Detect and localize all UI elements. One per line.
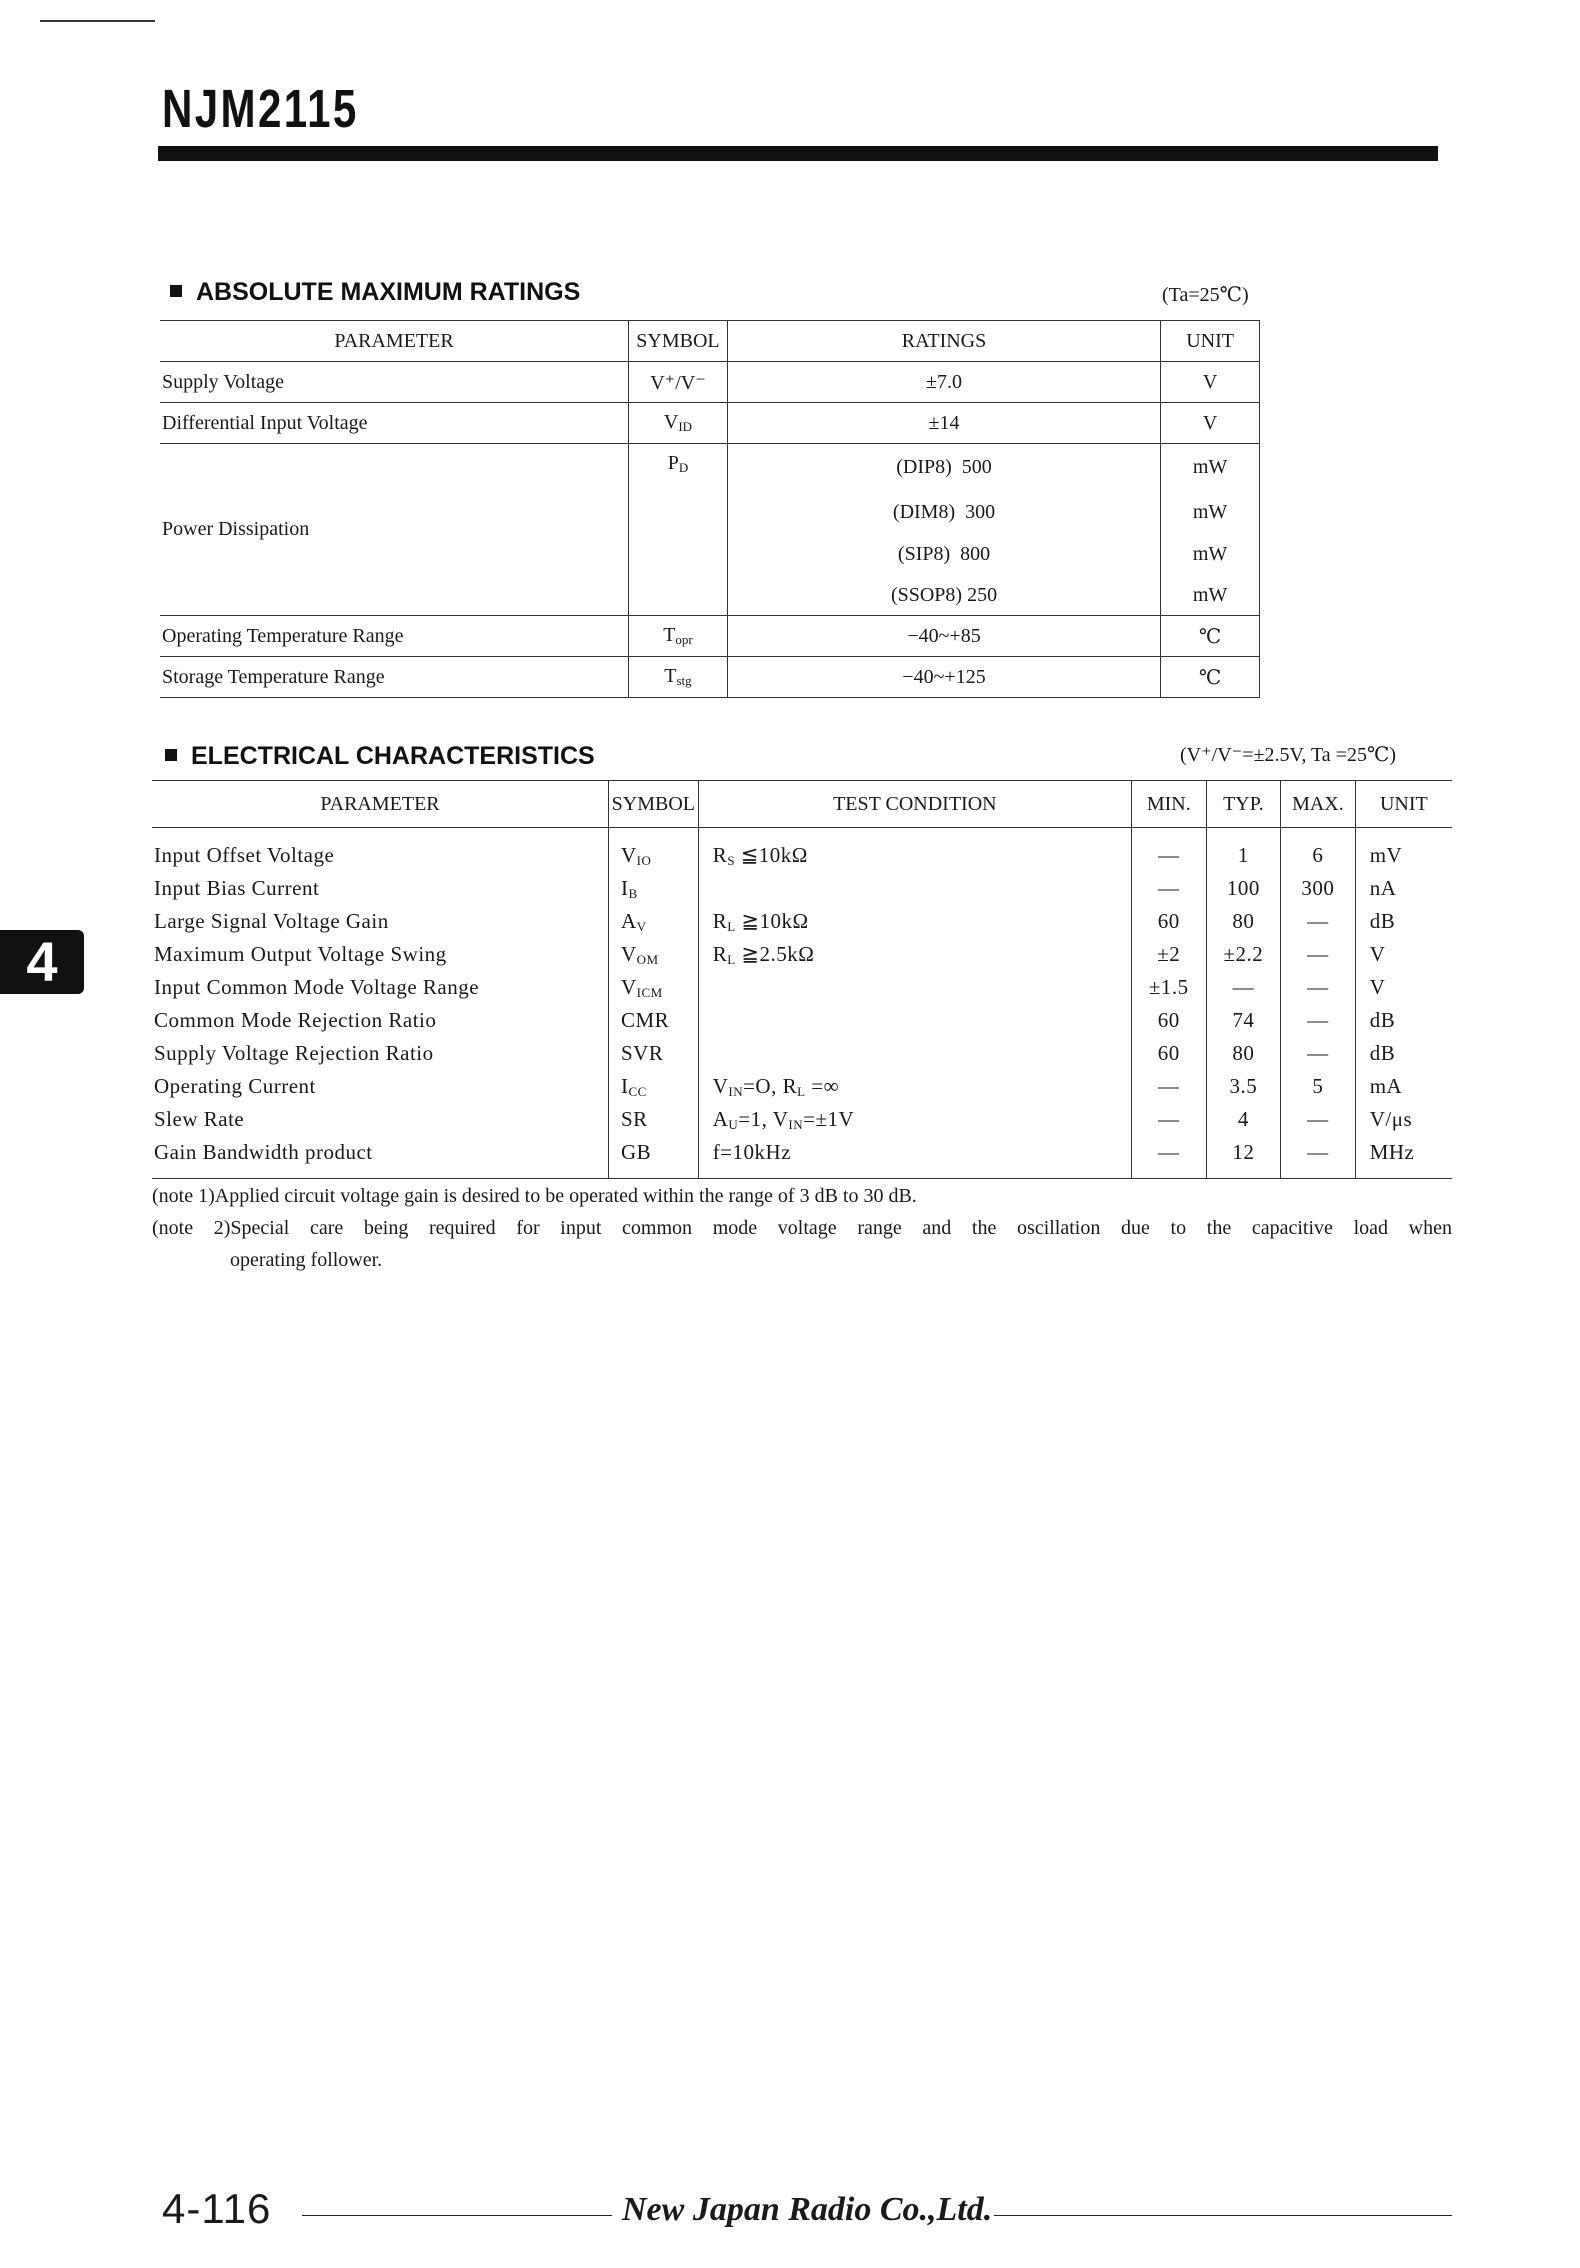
notes	[152, 1180, 1452, 1276]
symbol-cell	[629, 575, 728, 616]
note-2-continued: operating follower.	[230, 1249, 383, 1271]
symbol-main: I	[621, 875, 629, 900]
symbol-sub: IO	[636, 852, 652, 868]
unit-cell: V/μs	[1355, 1103, 1452, 1136]
test-sub: IN	[788, 1116, 804, 1132]
table-row	[152, 971, 1452, 1004]
min-cell: —	[1132, 872, 1207, 905]
symbol-main: V	[621, 974, 637, 999]
min-cell: 60	[1132, 1004, 1207, 1037]
max-cell: —	[1281, 1004, 1356, 1037]
typ-cell: 4	[1206, 1103, 1281, 1136]
min-cell: —	[1132, 828, 1207, 873]
test-main: f=10kHz	[712, 1140, 792, 1164]
symbol-cell	[629, 403, 728, 444]
test-condition-cell	[698, 1004, 1131, 1037]
param-cell: Power Dissipation	[160, 444, 629, 616]
symbol-main: SVR	[621, 1041, 664, 1065]
footer-rule-right	[994, 2215, 1452, 2216]
unit-cell: mW	[1161, 491, 1260, 533]
max-cell: —	[1281, 1136, 1356, 1179]
typ-cell: ±2.2	[1206, 938, 1281, 971]
elec-heading	[165, 742, 595, 771]
abs-max-table	[160, 320, 1260, 698]
symbol-cell	[629, 616, 728, 657]
rating-cell	[727, 444, 1160, 492]
symbol-cell	[609, 1037, 699, 1070]
test-main: R	[712, 941, 728, 966]
test-condition-cell	[698, 828, 1131, 873]
test-rest: ≧10kΩ	[735, 908, 809, 933]
test-condition-cell	[698, 971, 1131, 1004]
test-sub: S	[727, 852, 735, 868]
unit-cell: mW	[1161, 533, 1260, 575]
rating-cell	[727, 491, 1160, 533]
symbol-cell	[609, 905, 699, 938]
symbol-cell	[609, 1136, 699, 1179]
symbol-main: T	[664, 665, 677, 687]
table-row	[160, 616, 1260, 657]
unit-cell: mW	[1161, 444, 1260, 492]
test-condition-cell	[698, 1070, 1131, 1103]
table-row	[152, 828, 1452, 873]
table-row	[152, 1070, 1452, 1103]
note-1: (note 1)Applied circuit voltage gain is desired to be operated within the range of 3 dB to 30 dB.	[152, 1185, 917, 1207]
package-value: 300	[965, 500, 996, 523]
unit-cell: mA	[1355, 1070, 1452, 1103]
max-cell: —	[1281, 938, 1356, 971]
test-condition-cell	[698, 1103, 1131, 1136]
min-cell: ±1.5	[1132, 971, 1207, 1004]
package-label: (DIP8)	[896, 456, 952, 478]
param-cell: Operating Current	[154, 1074, 316, 1098]
model-title: NJM2115	[162, 79, 359, 139]
company-logo: New Japan Radio Co.,Ltd.	[622, 2191, 993, 2228]
param-cell: Input Offset Voltage	[154, 843, 335, 867]
param-cell: Supply Voltage Rejection Ratio	[154, 1041, 434, 1065]
symbol-main: P	[667, 452, 679, 474]
unit-cell: V	[1161, 362, 1260, 403]
symbol-sub: B	[628, 885, 638, 901]
symbol-cell	[609, 1103, 699, 1136]
symbol-sub: V	[636, 918, 647, 934]
param-cell: Supply Voltage	[160, 362, 629, 403]
test-rest: ≧2.5kΩ	[735, 941, 815, 966]
typ-cell: 80	[1206, 905, 1281, 938]
package-label: (SIP8)	[897, 542, 951, 565]
test-main: V	[712, 1073, 729, 1098]
param-cell: Gain Bandwidth product	[152, 1136, 609, 1179]
table-row	[160, 444, 1260, 492]
test-main: A	[712, 1106, 729, 1131]
symbol-main: V	[621, 941, 637, 966]
symbol-sub: stg	[676, 673, 692, 688]
unit-cell: V	[1355, 971, 1452, 1004]
symbol-main: T	[663, 624, 676, 646]
title-bar	[158, 146, 1438, 161]
page-number: 4-116	[162, 2185, 272, 2232]
unit-cell: ℃	[1161, 616, 1260, 657]
test-condition-cell	[698, 872, 1131, 905]
table-row	[152, 1037, 1452, 1070]
test-condition-cell	[698, 905, 1131, 938]
param-cell: Differential Input Voltage	[160, 403, 629, 444]
unit-cell: dB	[1355, 1037, 1452, 1070]
table-row	[152, 1136, 1452, 1179]
unit-cell: V	[1355, 938, 1452, 971]
rating-cell	[727, 533, 1160, 575]
test-sub: L	[797, 1083, 806, 1099]
param-cell: Common Mode Rejection Ratio	[154, 1008, 437, 1032]
symbol-cell	[609, 872, 699, 905]
abs-max-header-symbol: SYMBOL	[629, 321, 728, 362]
symbol-sub: D	[678, 460, 689, 475]
typ-cell: 80	[1206, 1037, 1281, 1070]
rating-cell: ±14	[727, 403, 1160, 444]
abs-max-header-ratings: RATINGS	[727, 321, 1160, 362]
symbol-main: A	[621, 908, 637, 933]
footer-rule-left	[302, 2215, 612, 2216]
test-sub: L	[727, 918, 736, 934]
param-cell: Operating Temperature Range	[160, 616, 629, 657]
package-value: 500	[961, 456, 992, 478]
unit-cell: nA	[1355, 872, 1452, 905]
symbol-cell	[629, 491, 728, 533]
package-label: (DIM8)	[892, 500, 956, 523]
package-value: 250	[967, 583, 998, 606]
typ-cell: 1	[1206, 828, 1281, 873]
symbol-sub: ID	[678, 419, 693, 434]
bullet-square-icon	[170, 285, 182, 297]
max-cell: —	[1281, 1103, 1356, 1136]
test-condition-cell	[698, 1136, 1131, 1179]
note-2: (note 2)Special care being required for input common mode voltage range and the oscillation due to the capacitive load when	[152, 1217, 1452, 1239]
min-cell: ±2	[1132, 938, 1207, 971]
elec-table	[152, 780, 1452, 1179]
min-cell: —	[1132, 1070, 1207, 1103]
max-cell: —	[1281, 1037, 1356, 1070]
rating-cell: −40~+125	[727, 657, 1160, 698]
param-cell: Input Common Mode Voltage Range	[154, 975, 480, 999]
abs-max-header-parameter: PARAMETER	[160, 321, 629, 362]
symbol-cell	[629, 444, 728, 492]
section-tab: 4	[0, 930, 84, 994]
max-cell: —	[1281, 905, 1356, 938]
min-cell: —	[1132, 1103, 1207, 1136]
table-row	[152, 1103, 1452, 1136]
elec-title: ELECTRICAL CHARACTERISTICS	[191, 742, 595, 770]
elec-header-row	[152, 781, 1452, 828]
unit-cell: mW	[1161, 575, 1260, 616]
symbol-main: CMR	[621, 1008, 670, 1032]
table-row	[152, 1004, 1452, 1037]
rating-cell: −40~+85	[727, 616, 1160, 657]
typ-cell: 74	[1206, 1004, 1281, 1037]
elec-header-symbol: SYMBOL	[609, 781, 699, 828]
elec-header-test: TEST CONDITION	[698, 781, 1131, 828]
test-main: R	[712, 908, 728, 933]
param-cell: Maximum Output Voltage Swing	[154, 942, 447, 966]
test-rest: =O, R	[743, 1073, 798, 1098]
unit-cell: dB	[1355, 905, 1452, 938]
test-rest: =1, V	[738, 1106, 789, 1131]
symbol-main: V	[621, 842, 637, 867]
elec-header-typ: TYP.	[1206, 781, 1281, 828]
package-value: 800	[960, 542, 991, 565]
unit-cell: MHz	[1355, 1136, 1452, 1179]
max-cell: —	[1281, 971, 1356, 1004]
symbol-sub: opr	[675, 632, 693, 647]
symbol-cell	[629, 657, 728, 698]
test-rest: ≦10kΩ	[734, 842, 808, 867]
abs-max-condition: (Ta=25℃)	[1162, 284, 1249, 306]
symbol-main: V	[663, 411, 679, 433]
typ-cell: —	[1206, 971, 1281, 1004]
param-cell: Large Signal Voltage Gain	[154, 909, 389, 933]
symbol-cell	[609, 971, 699, 1004]
typ-cell: 3.5	[1206, 1070, 1281, 1103]
symbol-cell	[609, 938, 699, 971]
test-condition-cell	[698, 1037, 1131, 1070]
symbol-cell	[609, 828, 699, 873]
elec-header-min: MIN.	[1132, 781, 1207, 828]
symbol-sub: CC	[628, 1083, 647, 1099]
unit-cell: ℃	[1161, 657, 1260, 698]
bullet-square-icon	[165, 749, 177, 761]
abs-max-title: ABSOLUTE MAXIMUM RATINGS	[196, 278, 581, 306]
test-sub: IN	[728, 1083, 744, 1099]
unit-cell: dB	[1355, 1004, 1452, 1037]
param-cell: Input Bias Current	[154, 876, 320, 900]
table-row	[160, 362, 1260, 403]
rating-cell	[727, 575, 1160, 616]
elec-header-unit: UNIT	[1355, 781, 1452, 828]
rating-cell: ±7.0	[727, 362, 1160, 403]
elec-header-max: MAX.	[1281, 781, 1356, 828]
table-row	[152, 938, 1452, 971]
symbol-cell	[609, 1004, 699, 1037]
min-cell: —	[1132, 1136, 1207, 1179]
abs-max-header-unit: UNIT	[1161, 321, 1260, 362]
typ-cell: 100	[1206, 872, 1281, 905]
table-row	[152, 872, 1452, 905]
table-row	[160, 403, 1260, 444]
param-cell: Slew Rate	[154, 1107, 245, 1131]
typ-cell: 12	[1206, 1136, 1281, 1179]
symbol-main: SR	[621, 1107, 648, 1131]
symbol-sub: OM	[636, 951, 659, 967]
min-cell: 60	[1132, 1037, 1207, 1070]
table-row	[160, 657, 1260, 698]
symbol-cell	[629, 533, 728, 575]
max-cell: 300	[1281, 872, 1356, 905]
symbol-cell	[609, 1070, 699, 1103]
package-label: (SSOP8)	[890, 583, 963, 606]
symbol-cell: V⁺/V⁻	[629, 362, 728, 403]
table-row	[152, 905, 1452, 938]
unit-cell: mV	[1355, 828, 1452, 873]
test-main: R	[712, 842, 728, 867]
min-cell: 60	[1132, 905, 1207, 938]
symbol-sub: ICM	[636, 984, 663, 1000]
test-rest: =±1V	[803, 1106, 855, 1131]
test-rest: =∞	[805, 1073, 840, 1098]
max-cell: 6	[1281, 828, 1356, 873]
test-condition-cell	[698, 938, 1131, 971]
abs-max-header-row	[160, 321, 1260, 362]
symbol-main: GB	[621, 1140, 652, 1164]
elec-condition: (V⁺/V⁻=±2.5V, Ta =25℃)	[1180, 744, 1396, 766]
unit-cell: V	[1161, 403, 1260, 444]
elec-header-parameter: PARAMETER	[152, 781, 609, 828]
footer	[162, 2185, 1452, 2235]
symbol-main: I	[621, 1073, 629, 1098]
top-decorative-rule	[40, 20, 155, 22]
abs-max-heading	[170, 278, 580, 307]
param-cell: Storage Temperature Range	[160, 657, 629, 698]
max-cell: 5	[1281, 1070, 1356, 1103]
test-sub: U	[728, 1116, 739, 1132]
test-sub: L	[727, 951, 736, 967]
